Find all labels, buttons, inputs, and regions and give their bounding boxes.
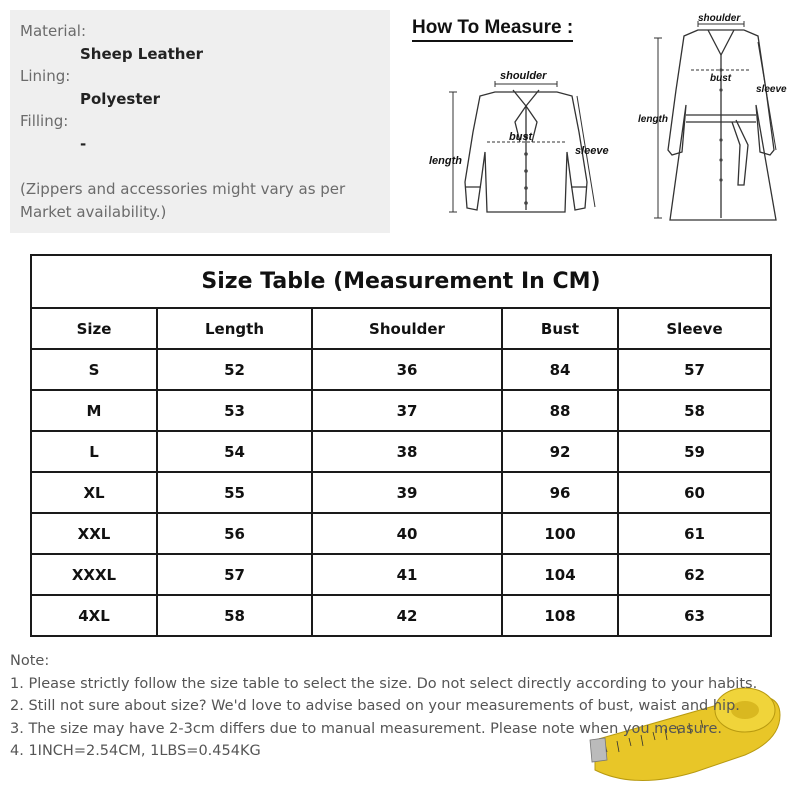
coat-sleeve-label: sleeve	[756, 84, 787, 95]
cell-size: 4XL	[31, 595, 157, 636]
shirt-sleeve-label: sleeve	[575, 145, 609, 157]
cell-size: M	[31, 390, 157, 431]
cell-bust: 88	[502, 390, 618, 431]
coat-bust-label: bust	[710, 73, 732, 84]
size-table-title: Size Table (Measurement In CM)	[31, 255, 771, 308]
cell-bust: 84	[502, 349, 618, 390]
shirt-bust-label: bust	[509, 131, 533, 143]
cell-size: L	[31, 431, 157, 472]
cell-length: 55	[157, 472, 312, 513]
cell-length: 57	[157, 554, 312, 595]
filling-label: Filling:	[20, 112, 69, 130]
availability-note-line2: Market availability.)	[20, 202, 167, 221]
shirt-shoulder-label: shoulder	[500, 70, 547, 82]
cell-shoulder: 40	[312, 513, 502, 554]
cell-length: 56	[157, 513, 312, 554]
note-item: 1. Please strictly follow the size table to select the size. Do not select directly according to your habits.	[10, 675, 758, 692]
cell-sleeve: 63	[618, 595, 771, 636]
material-label: Material:	[20, 22, 86, 40]
cell-sleeve: 62	[618, 554, 771, 595]
cell-sleeve: 57	[618, 349, 771, 390]
table-row	[31, 349, 771, 390]
header-size: Size	[31, 308, 157, 349]
cell-length: 54	[157, 431, 312, 472]
header-sleeve: Sleeve	[618, 308, 771, 349]
cell-size: XXXL	[31, 554, 157, 595]
note-item: 3. The size may have 2-3cm differs due to manual measurement. Please note when you measure.	[10, 720, 722, 737]
size-table	[30, 254, 772, 637]
shirt-measure-diagram	[425, 62, 620, 231]
cell-size: S	[31, 349, 157, 390]
cell-sleeve: 61	[618, 513, 771, 554]
material-value: Sheep Leather	[80, 44, 204, 63]
table-row	[31, 554, 771, 595]
table-row	[31, 390, 771, 431]
cell-shoulder: 38	[312, 431, 502, 472]
header-bust: Bust	[502, 308, 618, 349]
header-length: Length	[157, 308, 312, 349]
coat-measure-diagram	[636, 10, 796, 229]
lining-value: Polyester	[80, 89, 161, 108]
cell-bust: 100	[502, 513, 618, 554]
coat-illustration	[636, 10, 796, 225]
notes-heading: Note:	[10, 653, 50, 669]
cell-shoulder: 42	[312, 595, 502, 636]
cell-sleeve: 60	[618, 472, 771, 513]
cell-bust: 96	[502, 472, 618, 513]
cell-bust: 108	[502, 595, 618, 636]
cell-shoulder: 39	[312, 472, 502, 513]
table-row	[31, 595, 771, 636]
table-row	[31, 472, 771, 513]
cell-size: XXL	[31, 513, 157, 554]
how-to-measure-title: How To Measure :	[412, 16, 573, 42]
cell-shoulder: 37	[312, 390, 502, 431]
availability-note-line1: (Zippers and accessories might vary as per	[20, 180, 346, 198]
cell-shoulder: 41	[312, 554, 502, 595]
cell-length: 58	[157, 595, 312, 636]
cell-sleeve: 59	[618, 431, 771, 472]
shirt-length-label: length	[429, 155, 462, 167]
note-item: 4. 1INCH=2.54CM, 1LBS=0.454KG	[10, 743, 261, 759]
cell-shoulder: 36	[312, 349, 502, 390]
filling-value: -	[80, 134, 87, 153]
cell-bust: 92	[502, 431, 618, 472]
cell-length: 53	[157, 390, 312, 431]
coat-length-label: length	[638, 114, 668, 125]
note-item: 2. Still not sure about size? We'd love to advise based on your measurements of bust, waist and hip.	[10, 698, 740, 714]
cell-length: 52	[157, 349, 312, 390]
cell-sleeve: 58	[618, 390, 771, 431]
coat-shoulder-label: shoulder	[698, 13, 741, 24]
cell-size: XL	[31, 472, 157, 513]
notes-section	[10, 650, 790, 763]
lining-label: Lining:	[20, 67, 71, 85]
cell-bust: 104	[502, 554, 618, 595]
table-row	[31, 431, 771, 472]
material-info-box	[10, 10, 390, 233]
table-row	[31, 513, 771, 554]
header-shoulder: Shoulder	[312, 308, 502, 349]
size-table-header-row	[31, 308, 771, 349]
shirt-illustration	[425, 62, 620, 227]
